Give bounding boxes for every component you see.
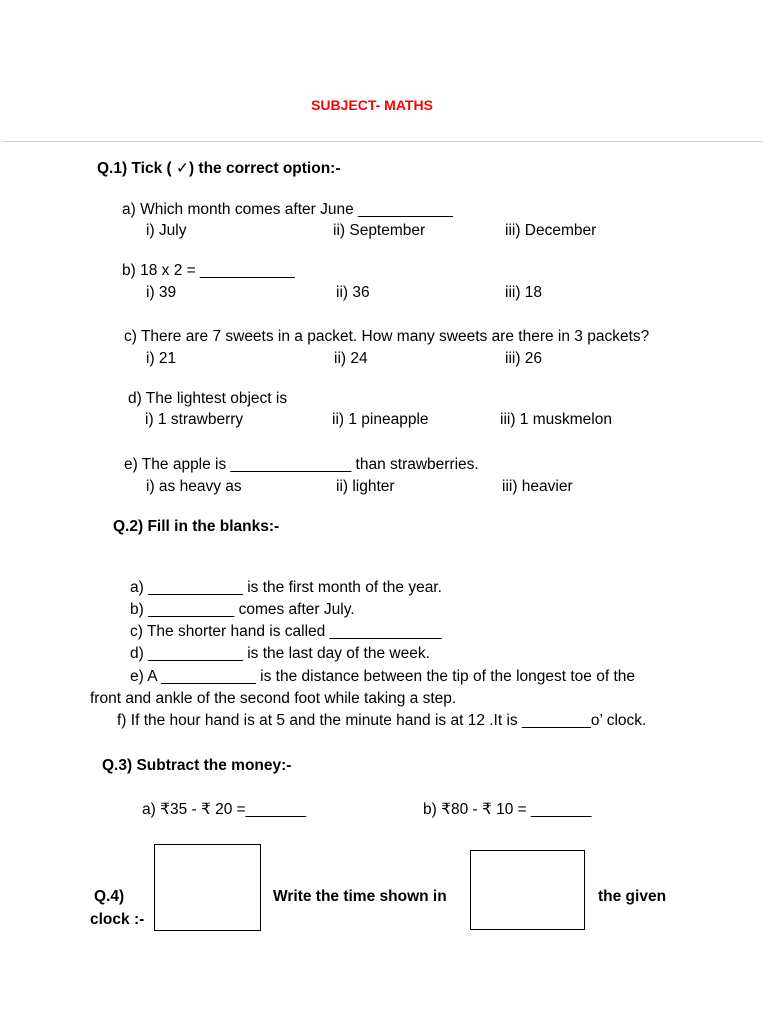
q1-d-option-2: ii) 1 pineapple: [332, 411, 429, 428]
q2-line-e-cont: front and ankle of the second foot while taking a step.: [90, 690, 457, 707]
q4-text-cont: the given: [598, 888, 667, 905]
q1-e-option-1: i) as heavy as: [146, 478, 242, 495]
q1-e-question: e) The apple is ______________ than strawberries.: [124, 456, 479, 473]
q3-a: a) ₹35 - ₹ 20 =_______: [142, 801, 307, 818]
q1-c-option-2: ii) 24: [334, 350, 368, 367]
q1-a-question: a) Which month comes after June ___________: [122, 201, 453, 218]
q3-b: b) ₹80 - ₹ 10 = _______: [423, 801, 592, 818]
q2-line-f: f) If the hour hand is at 5 and the minute hand is at 12 .It is ________o’ clock.: [117, 712, 647, 729]
q1-c-option-3: iii) 26: [505, 350, 543, 367]
q1-b-option-1: i) 39: [146, 284, 177, 301]
q1-d-option-1: i) 1 strawberry: [145, 411, 244, 428]
q3-heading: Q.3) Subtract the money:-: [102, 757, 292, 774]
q2-heading: Q.2) Fill in the blanks:-: [113, 518, 280, 535]
q1-d-option-3: iii) 1 muskmelon: [500, 411, 612, 428]
q2-line-c: c) The shorter hand is called _____________: [130, 623, 442, 640]
q1-b-option-3: iii) 18: [505, 284, 543, 301]
q1-c-question: c) There are 7 sweets in a packet. How many sweets are there in 3 packets?: [124, 328, 650, 345]
q1-b-question: b) 18 x 2 = ___________: [122, 262, 295, 279]
q2-line-a: a) ___________ is the first month of the year.: [130, 579, 442, 596]
q1-b-option-2: ii) 36: [336, 284, 370, 301]
q1-d-question: d) The lightest object is: [128, 390, 288, 407]
q1-c-option-1: i) 21: [146, 350, 177, 367]
q1-heading: Q.1) Tick ( ✓) the correct option:-: [97, 160, 341, 177]
subject-title: SUBJECT- MATHS: [311, 97, 433, 113]
q4-text: Write the time shown in: [273, 888, 447, 905]
q1-e-option-2: ii) lighter: [336, 478, 395, 495]
q2-line-e: e) A ___________ is the distance between the tip of the longest toe of the: [130, 668, 635, 685]
q1-a-option-2: ii) September: [333, 222, 426, 239]
header-divider: [3, 141, 763, 142]
q4-label: Q.4): [94, 888, 125, 905]
q4-label-cont: clock :-: [90, 911, 145, 928]
q1-e-option-3: iii) heavier: [502, 478, 573, 495]
q2-line-b: b) __________ comes after July.: [130, 601, 355, 618]
q2-line-d: d) ___________ is the last day of the week.: [130, 645, 430, 662]
q1-a-option-1: i) July: [146, 222, 187, 239]
clock-box-2: [470, 850, 585, 930]
clock-box-1: [154, 844, 261, 931]
q1-a-option-3: iii) December: [505, 222, 597, 239]
